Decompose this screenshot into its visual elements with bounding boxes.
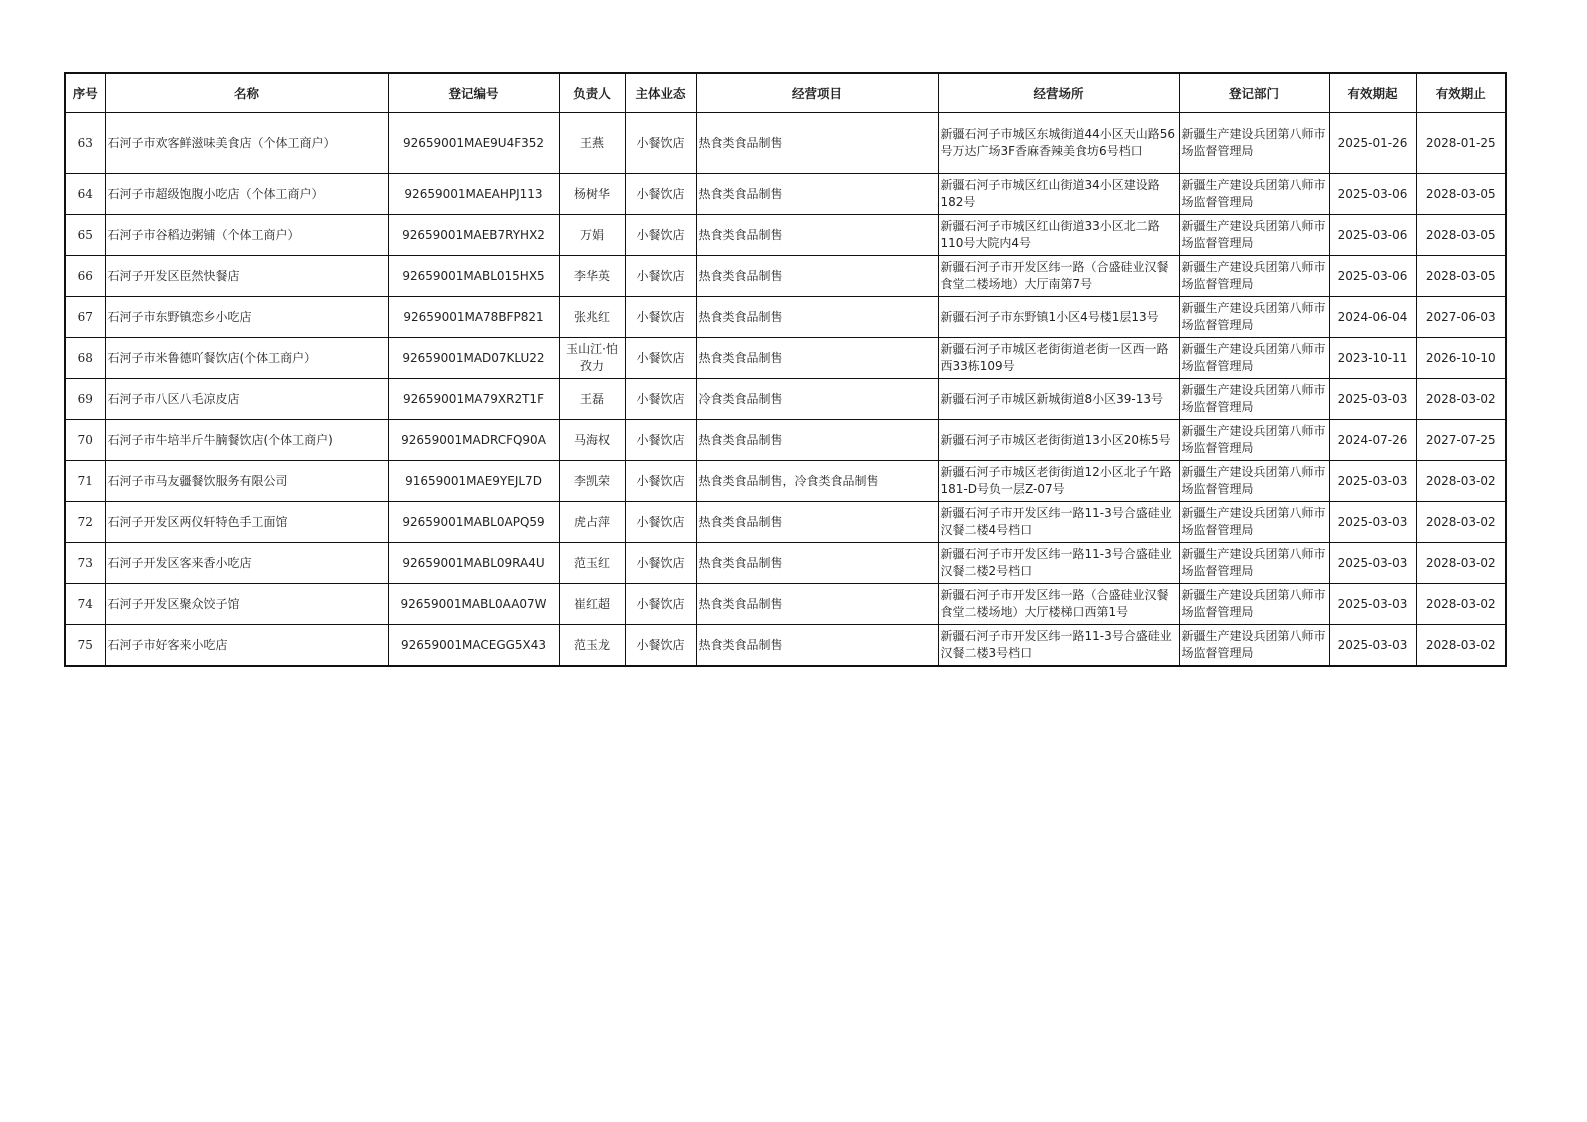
cell-valid-to: 2028-03-02 — [1416, 461, 1506, 502]
header-person: 负责人 — [559, 73, 625, 113]
cell-person: 马海权 — [559, 420, 625, 461]
cell-valid-to: 2027-06-03 — [1416, 297, 1506, 338]
cell-dept: 新疆生产建设兵团第八师市场监督管理局 — [1179, 461, 1329, 502]
table-row — [65, 379, 1506, 420]
cell-name: 石河子市牛培半斤牛腩餐饮店(个体工商户) — [105, 420, 388, 461]
cell-reg-code: 91659001MAE9YEJL7D — [388, 461, 559, 502]
cell-place: 新疆石河子市开发区纬一路（合盛硅业汉餐食堂二楼场地）大厅楼梯口西第1号 — [938, 584, 1179, 625]
cell-place: 新疆石河子市城区新城街道8小区39-13号 — [938, 379, 1179, 420]
cell-person: 王燕 — [559, 113, 625, 174]
cell-business-type: 小餐饮店 — [625, 338, 696, 379]
cell-person: 李华英 — [559, 256, 625, 297]
header-dept: 登记部门 — [1179, 73, 1329, 113]
cell-name: 石河子市东野镇恋乡小吃店 — [105, 297, 388, 338]
cell-place: 新疆石河子市城区老街街道13小区20栋5号 — [938, 420, 1179, 461]
cell-dept: 新疆生产建设兵团第八师市场监督管理局 — [1179, 584, 1329, 625]
cell-seq: 69 — [65, 379, 105, 420]
cell-business-type: 小餐饮店 — [625, 420, 696, 461]
cell-valid-from: 2024-06-04 — [1329, 297, 1416, 338]
cell-reg-code: 92659001MAEB7RYHX2 — [388, 215, 559, 256]
cell-business-type: 小餐饮店 — [625, 379, 696, 420]
cell-dept: 新疆生产建设兵团第八师市场监督管理局 — [1179, 174, 1329, 215]
header-valid-from: 有效期起 — [1329, 73, 1416, 113]
cell-business-type: 小餐饮店 — [625, 297, 696, 338]
table-body — [65, 113, 1506, 667]
cell-items: 热食类食品制售 — [696, 584, 938, 625]
cell-seq: 65 — [65, 215, 105, 256]
cell-reg-code: 92659001MAEAHPJ113 — [388, 174, 559, 215]
table-row — [65, 543, 1506, 584]
cell-name: 石河子市马友疆餐饮服务有限公司 — [105, 461, 388, 502]
cell-business-type: 小餐饮店 — [625, 113, 696, 174]
cell-dept: 新疆生产建设兵团第八师市场监督管理局 — [1179, 379, 1329, 420]
cell-business-type: 小餐饮店 — [625, 543, 696, 584]
cell-valid-from: 2025-01-26 — [1329, 113, 1416, 174]
cell-person: 王磊 — [559, 379, 625, 420]
cell-name: 石河子市米鲁德吖餐饮店(个体工商户） — [105, 338, 388, 379]
cell-items: 冷食类食品制售 — [696, 379, 938, 420]
cell-place: 新疆石河子市城区东城街道44小区天山路56号万达广场3F香麻香辣美食坊6号档口 — [938, 113, 1179, 174]
cell-valid-from: 2024-07-26 — [1329, 420, 1416, 461]
cell-items: 热食类食品制售 — [696, 174, 938, 215]
table-row — [65, 502, 1506, 543]
cell-person: 崔红超 — [559, 584, 625, 625]
cell-dept: 新疆生产建设兵团第八师市场监督管理局 — [1179, 256, 1329, 297]
cell-valid-from: 2025-03-06 — [1329, 215, 1416, 256]
cell-valid-to: 2028-03-02 — [1416, 625, 1506, 667]
header-seq: 序号 — [65, 73, 105, 113]
cell-seq: 68 — [65, 338, 105, 379]
cell-reg-code: 92659001MA78BFP821 — [388, 297, 559, 338]
cell-items: 热食类食品制售 — [696, 256, 938, 297]
cell-items: 热食类食品制售 — [696, 543, 938, 584]
cell-person: 杨树华 — [559, 174, 625, 215]
cell-seq: 73 — [65, 543, 105, 584]
cell-place: 新疆石河子市城区红山街道34小区建设路182号 — [938, 174, 1179, 215]
table-row — [65, 113, 1506, 174]
cell-business-type: 小餐饮店 — [625, 502, 696, 543]
cell-valid-to: 2028-03-02 — [1416, 379, 1506, 420]
cell-dept: 新疆生产建设兵团第八师市场监督管理局 — [1179, 420, 1329, 461]
cell-reg-code: 92659001MABL0AA07W — [388, 584, 559, 625]
cell-reg-code: 92659001MAE9U4F352 — [388, 113, 559, 174]
cell-reg-code: 92659001MACEGG5X43 — [388, 625, 559, 667]
cell-items: 热食类食品制售 — [696, 502, 938, 543]
cell-seq: 66 — [65, 256, 105, 297]
cell-name: 石河子市谷稻边粥铺（个体工商户） — [105, 215, 388, 256]
cell-valid-to: 2028-03-05 — [1416, 256, 1506, 297]
cell-valid-from: 2025-03-06 — [1329, 256, 1416, 297]
table-row — [65, 461, 1506, 502]
cell-reg-code: 92659001MADRCFQ90A — [388, 420, 559, 461]
cell-seq: 70 — [65, 420, 105, 461]
cell-person: 玉山江·怕孜力 — [559, 338, 625, 379]
cell-reg-code: 92659001MAD07KLU22 — [388, 338, 559, 379]
table-row — [65, 215, 1506, 256]
cell-place: 新疆石河子市开发区纬一路11-3号合盛硅业汉餐二楼3号档口 — [938, 625, 1179, 667]
cell-dept: 新疆生产建设兵团第八师市场监督管理局 — [1179, 113, 1329, 174]
header-items: 经营项目 — [696, 73, 938, 113]
cell-reg-code: 92659001MABL0APQ59 — [388, 502, 559, 543]
cell-seq: 71 — [65, 461, 105, 502]
cell-name: 石河子市欢客鲜滋味美食店（个体工商户） — [105, 113, 388, 174]
cell-valid-to: 2027-07-25 — [1416, 420, 1506, 461]
cell-business-type: 小餐饮店 — [625, 461, 696, 502]
cell-place: 新疆石河子市开发区纬一路11-3号合盛硅业汉餐二楼2号档口 — [938, 543, 1179, 584]
cell-person: 张兆红 — [559, 297, 625, 338]
cell-valid-to: 2028-03-02 — [1416, 543, 1506, 584]
cell-place: 新疆石河子市城区老街街道12小区北子午路181-D号负一层Z-07号 — [938, 461, 1179, 502]
cell-valid-from: 2025-03-03 — [1329, 502, 1416, 543]
cell-valid-from: 2025-03-03 — [1329, 379, 1416, 420]
cell-seq: 64 — [65, 174, 105, 215]
cell-dept: 新疆生产建设兵团第八师市场监督管理局 — [1179, 502, 1329, 543]
cell-place: 新疆石河子市开发区纬一路（合盛硅业汉餐食堂二楼场地）大厅南第7号 — [938, 256, 1179, 297]
cell-items: 热食类食品制售 — [696, 338, 938, 379]
cell-valid-to: 2028-03-05 — [1416, 174, 1506, 215]
cell-name: 石河子开发区两仪轩特色手工面馆 — [105, 502, 388, 543]
cell-person: 范玉龙 — [559, 625, 625, 667]
registry-table — [64, 72, 1507, 667]
cell-name: 石河子市八区八毛凉皮店 — [105, 379, 388, 420]
cell-business-type: 小餐饮店 — [625, 256, 696, 297]
cell-name: 石河子开发区客来香小吃店 — [105, 543, 388, 584]
cell-valid-from: 2025-03-03 — [1329, 625, 1416, 667]
cell-valid-from: 2025-03-03 — [1329, 543, 1416, 584]
cell-reg-code: 92659001MABL015HX5 — [388, 256, 559, 297]
cell-items: 热食类食品制售 — [696, 420, 938, 461]
header-place: 经营场所 — [938, 73, 1179, 113]
cell-business-type: 小餐饮店 — [625, 215, 696, 256]
cell-valid-to: 2028-01-25 — [1416, 113, 1506, 174]
cell-valid-to: 2028-03-02 — [1416, 502, 1506, 543]
table-row — [65, 338, 1506, 379]
cell-seq: 63 — [65, 113, 105, 174]
cell-dept: 新疆生产建设兵团第八师市场监督管理局 — [1179, 543, 1329, 584]
header-row — [65, 73, 1506, 113]
cell-seq: 75 — [65, 625, 105, 667]
cell-name: 石河子开发区聚众饺子馆 — [105, 584, 388, 625]
cell-business-type: 小餐饮店 — [625, 584, 696, 625]
header-reg-code: 登记编号 — [388, 73, 559, 113]
cell-items: 热食类食品制售 — [696, 297, 938, 338]
cell-items: 热食类食品制售 — [696, 625, 938, 667]
header-name: 名称 — [105, 73, 388, 113]
cell-seq: 67 — [65, 297, 105, 338]
cell-dept: 新疆生产建设兵团第八师市场监督管理局 — [1179, 338, 1329, 379]
cell-place: 新疆石河子市城区老街街道老街一区西一路西33栋109号 — [938, 338, 1179, 379]
cell-person: 范玉红 — [559, 543, 625, 584]
cell-valid-from: 2023-10-11 — [1329, 338, 1416, 379]
cell-items: 热食类食品制售 — [696, 215, 938, 256]
cell-person: 李凯荣 — [559, 461, 625, 502]
cell-person: 万娟 — [559, 215, 625, 256]
cell-dept: 新疆生产建设兵团第八师市场监督管理局 — [1179, 215, 1329, 256]
cell-dept: 新疆生产建设兵团第八师市场监督管理局 — [1179, 625, 1329, 667]
cell-dept: 新疆生产建设兵团第八师市场监督管理局 — [1179, 297, 1329, 338]
cell-name: 石河子市好客来小吃店 — [105, 625, 388, 667]
cell-seq: 74 — [65, 584, 105, 625]
cell-valid-to: 2026-10-10 — [1416, 338, 1506, 379]
cell-valid-to: 2028-03-02 — [1416, 584, 1506, 625]
header-valid-to: 有效期止 — [1416, 73, 1506, 113]
cell-place: 新疆石河子市城区红山街道33小区北二路110号大院内4号 — [938, 215, 1179, 256]
table-row — [65, 584, 1506, 625]
table-row — [65, 625, 1506, 667]
cell-reg-code: 92659001MABL09RA4U — [388, 543, 559, 584]
cell-person: 虎占萍 — [559, 502, 625, 543]
cell-place: 新疆石河子市开发区纬一路11-3号合盛硅业汉餐二楼4号档口 — [938, 502, 1179, 543]
cell-business-type: 小餐饮店 — [625, 174, 696, 215]
cell-valid-to: 2028-03-05 — [1416, 215, 1506, 256]
cell-valid-from: 2025-03-06 — [1329, 174, 1416, 215]
table-row — [65, 174, 1506, 215]
cell-name: 石河子市超级饱腹小吃店（个体工商户） — [105, 174, 388, 215]
cell-items: 热食类食品制售，冷食类食品制售 — [696, 461, 938, 502]
cell-reg-code: 92659001MA79XR2T1F — [388, 379, 559, 420]
cell-seq: 72 — [65, 502, 105, 543]
cell-items: 热食类食品制售 — [696, 113, 938, 174]
table-row — [65, 256, 1506, 297]
table-row — [65, 297, 1506, 338]
cell-valid-from: 2025-03-03 — [1329, 461, 1416, 502]
header-business-type: 主体业态 — [625, 73, 696, 113]
cell-business-type: 小餐饮店 — [625, 625, 696, 667]
table-row — [65, 420, 1506, 461]
cell-name: 石河子开发区臣然快餐店 — [105, 256, 388, 297]
cell-place: 新疆石河子市东野镇1小区4号楼1层13号 — [938, 297, 1179, 338]
cell-valid-from: 2025-03-03 — [1329, 584, 1416, 625]
